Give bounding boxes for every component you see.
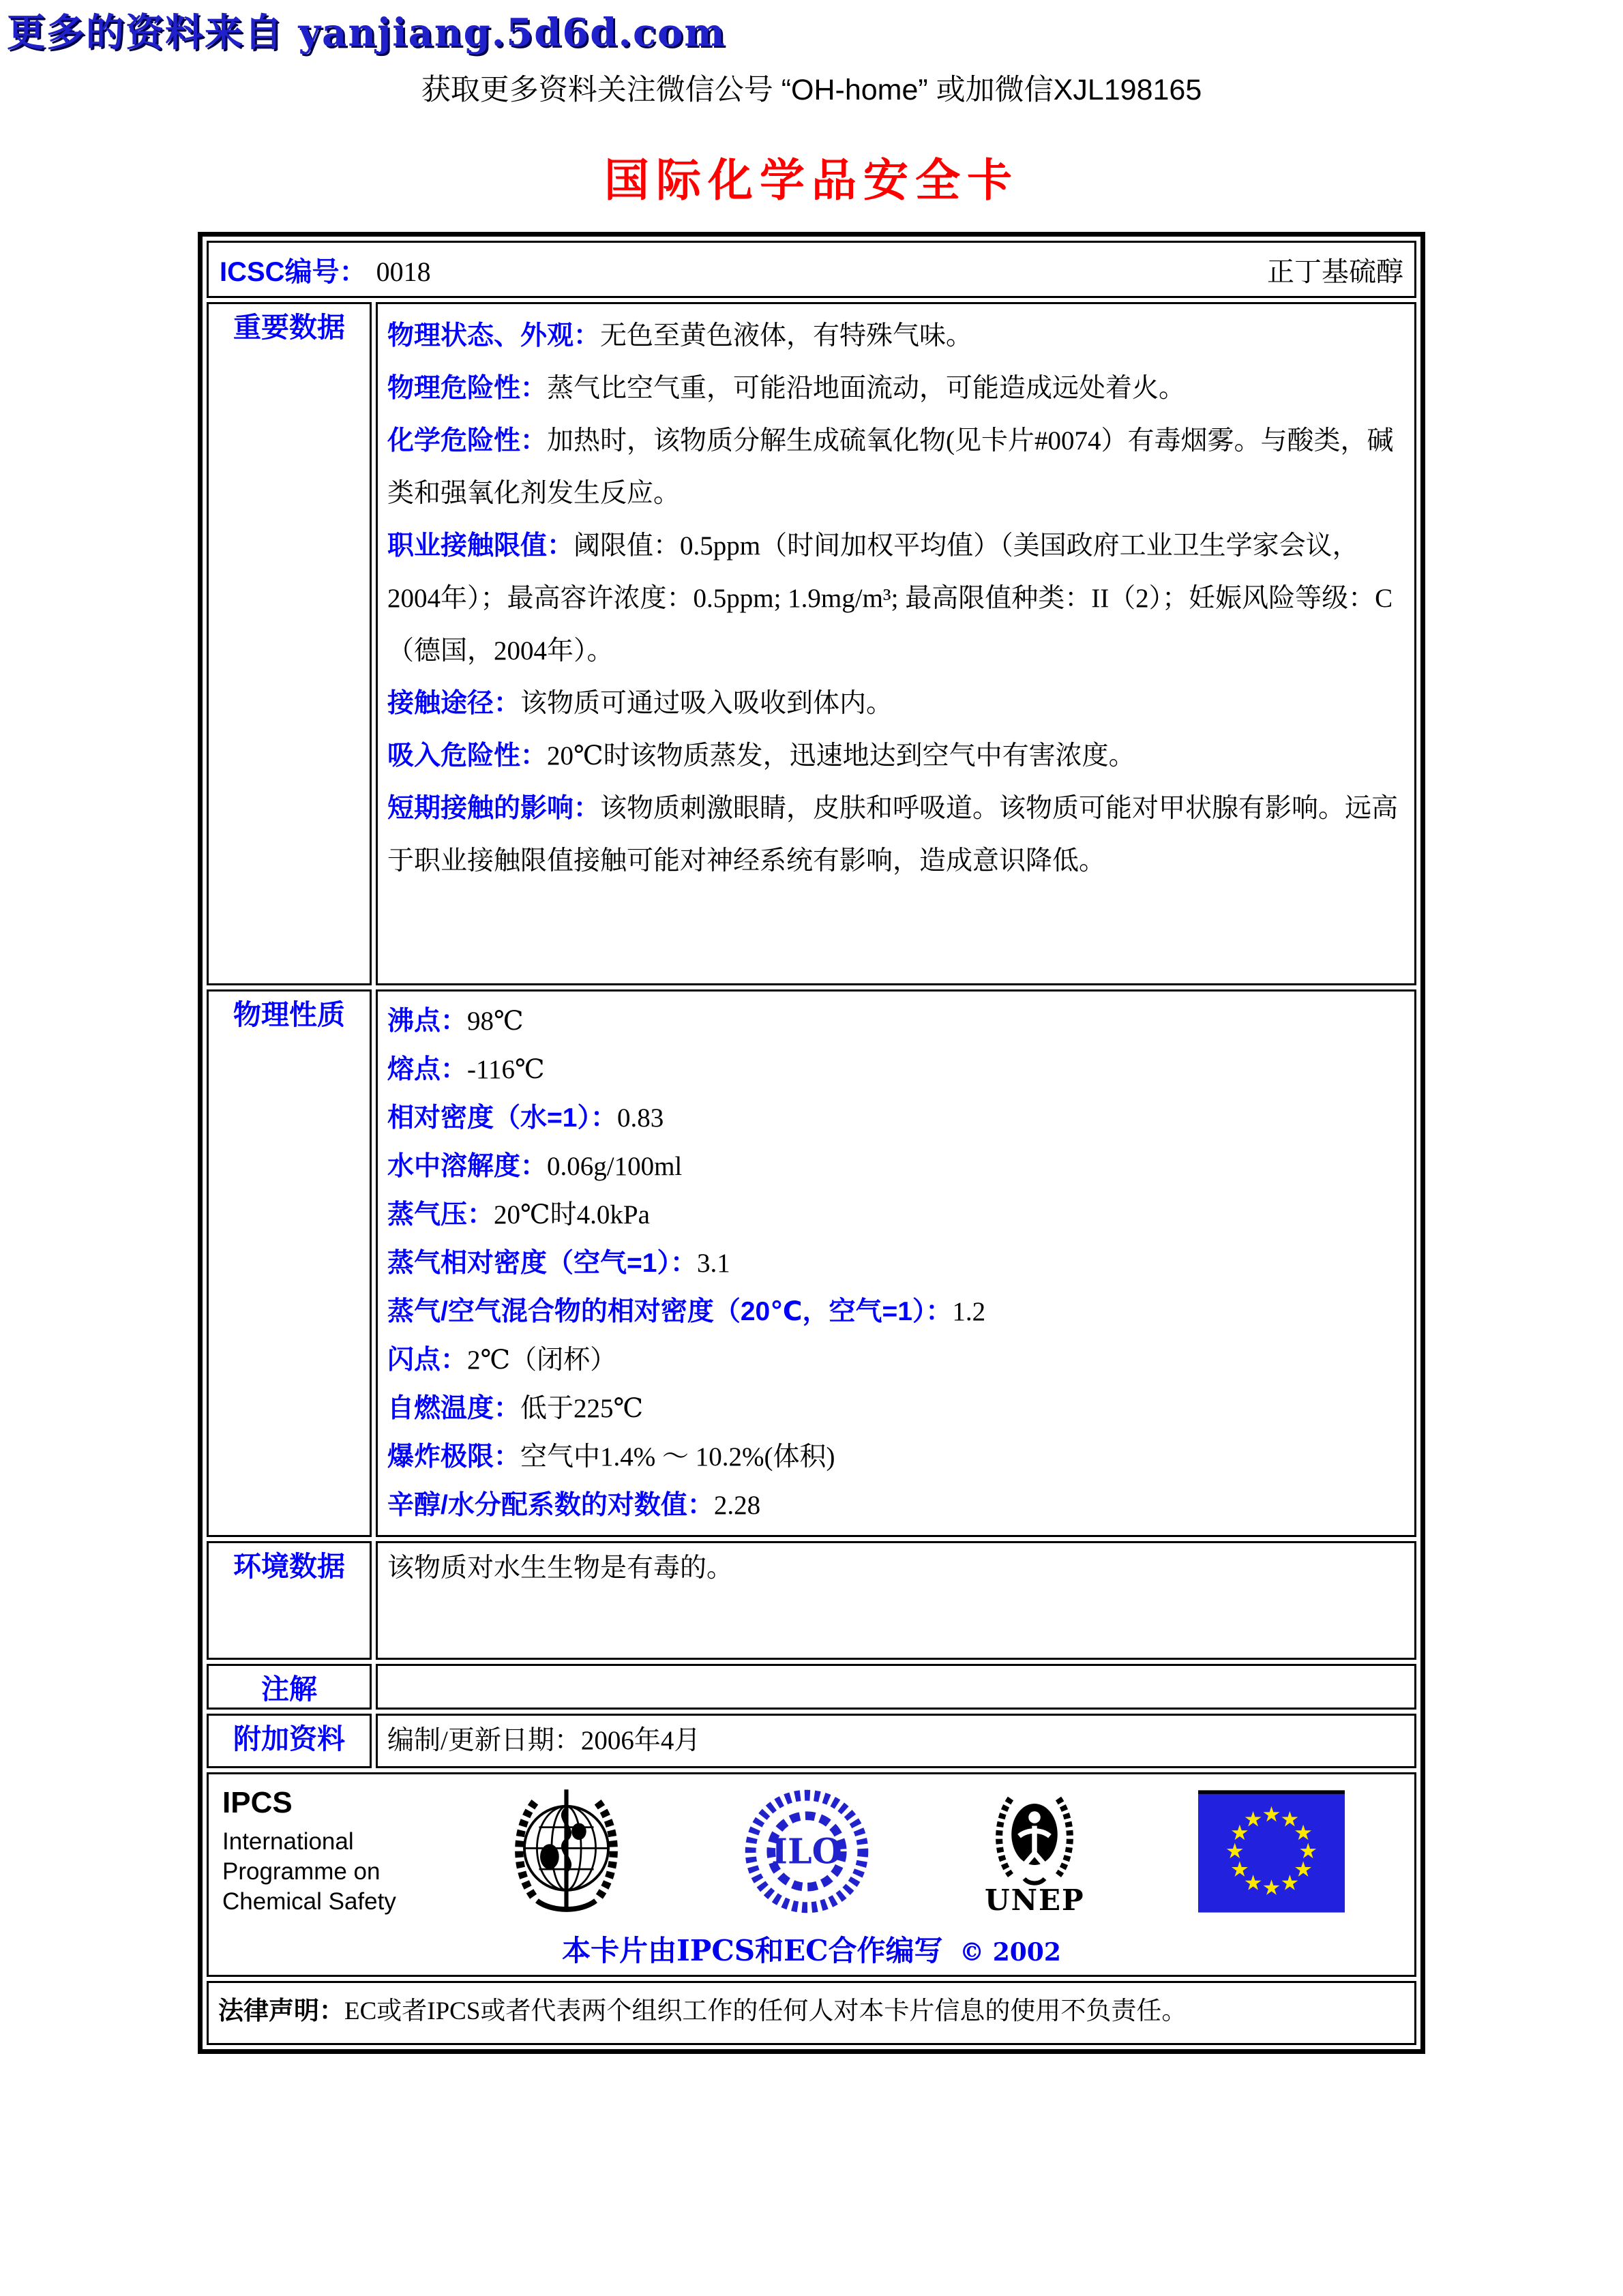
ipcs-line-2: Programme on [222,1858,381,1885]
field-explosive-limits: 爆炸极限：空气中1.4% ～ 10.2%(体积) [387,1442,835,1472]
field-environment-text: 该物质对水生生物是有毒的。 [387,1553,734,1583]
field-exposure-routes: 接触途径：该物质可通过吸入吸收到体内。 [387,689,893,718]
credit-text: 本卡片由IPCS和EC合作编写 [562,1934,943,1967]
icsc-card-table [198,232,1425,2054]
legal-label: 法律声明： [218,1997,344,2025]
section-additional-info [207,1714,1416,1768]
banner-wechat-line: 获取更多资料关注微信公号 “OH-home” 或加微信XJL198165 [421,74,1202,106]
section-heading-physical: 物理性质 [207,989,372,1537]
field-autoignition-temp: 自燃温度：低于225℃ [387,1394,644,1423]
promo-banner [0,0,1623,108]
field-physical-state: 物理状态、外观：无色至黄色液体，有特殊气味。 [387,321,973,351]
section-heading-additional: 附加资料 [207,1714,372,1768]
logo-strip [447,1783,1401,1920]
legal-row [207,1981,1416,2045]
ilo-icon [742,1787,872,1916]
credit-line [222,1928,1401,1969]
icsc-row [207,241,1416,298]
eu-flag-icon [1198,1790,1345,1913]
unep-icon [983,1787,1086,1917]
logos-cell [207,1772,1416,1977]
ipcs-logo [222,1786,447,1917]
field-chemical-danger: 化学危险性：加热时，该物质分解生成硫氧化物(见卡片#0074）有毒烟雾。与酸类，碱类和强氧化剂发生反应。 [387,426,1394,508]
section-heading-important: 重要数据 [207,302,372,985]
ipcs-line-1: International [222,1828,354,1855]
legal-text: EC或者IPCS或者代表两个组织工作的任何人对本卡片信息的使用不负责任。 [344,1997,1187,2025]
field-relative-density: 相对密度（水=1）：0.83 [387,1103,664,1133]
field-physical-danger: 物理危险性：蒸气比空气重，可能沿地面流动，可能造成远处着火。 [387,374,1186,403]
section-environment-data [207,1541,1416,1660]
icsc-number-group [220,250,431,289]
ipcs-line-3: Chemical Safety [222,1888,396,1915]
section-heading-environment: 环境数据 [207,1541,372,1660]
section-notes [207,1664,1416,1710]
field-flash-point: 闪点：2℃（闭杯） [387,1345,617,1375]
icsc-number-value: 0018 [376,256,431,287]
field-vapor-density: 蒸气相对密度（空气=1）：3.1 [387,1249,730,1278]
section-body-additional [376,1714,1416,1768]
legal-cell [207,1981,1416,2045]
section-body-physical [376,989,1416,1537]
section-physical-properties [207,989,1416,1537]
field-inhalation-risk: 吸入危险性：20℃时该物质蒸发，迅速地达到空气中有害浓度。 [387,741,1135,771]
field-update-date: 编制/更新日期：2006年4月 [387,1726,701,1755]
field-boiling-point: 沸点：98℃ [387,1007,524,1036]
section-important-data [207,302,1416,985]
page-title: 国际化学品安全卡 [604,156,1019,206]
chemical-name: 正丁基硫醇 [1267,256,1403,287]
ipcs-acronym: IPCS [222,1786,293,1819]
field-water-solubility: 水中溶解度：0.06g/100ml [387,1152,683,1181]
section-heading-notes: 注解 [207,1664,372,1710]
field-octanol-water: 辛醇/水分配系数的对数值：2.28 [387,1491,761,1520]
copyright-text: © 2002 [959,1938,1061,1967]
field-vapor-pressure: 蒸气压：20℃时4.0kPa [387,1200,650,1229]
icsc-cell [207,241,1416,298]
field-occupational-limits: 职业接触限值：阈限值：0.5ppm（时间加权平均值）（美国政府工业卫生学家会议，2004年）；最高容许浓度：0.5ppm; 1.9mg/m³; 最高限值种类：II（2）；妊娠风险等级：C（德国，2004年）。 [387,531,1393,666]
section-body-important [376,302,1416,985]
field-short-term-effects: 短期接触的影响：该物质刺激眼睛，皮肤和呼吸道。该物质可能对甲状腺有影响。远高于职业接触限值接触可能对神经系统有影响，造成意识降低。 [387,794,1399,876]
icsc-number-label: ICSC编号： [220,256,367,287]
unep-caption: UNEP [984,1883,1085,1917]
who-icon [503,1783,629,1920]
section-body-environment [376,1541,1416,1660]
field-vapor-air-density: 蒸气/空气混合物的相对密度（20℃，空气=1）：1.2 [387,1297,986,1326]
section-body-notes [376,1664,1416,1710]
ilo-letters: ILO [771,1830,842,1872]
field-melting-point: 熔点：-116℃ [387,1055,545,1084]
logos-row [207,1772,1416,1977]
banner-source-line: 更多的资料来自 yanjiang.5d6d.com [7,10,726,55]
